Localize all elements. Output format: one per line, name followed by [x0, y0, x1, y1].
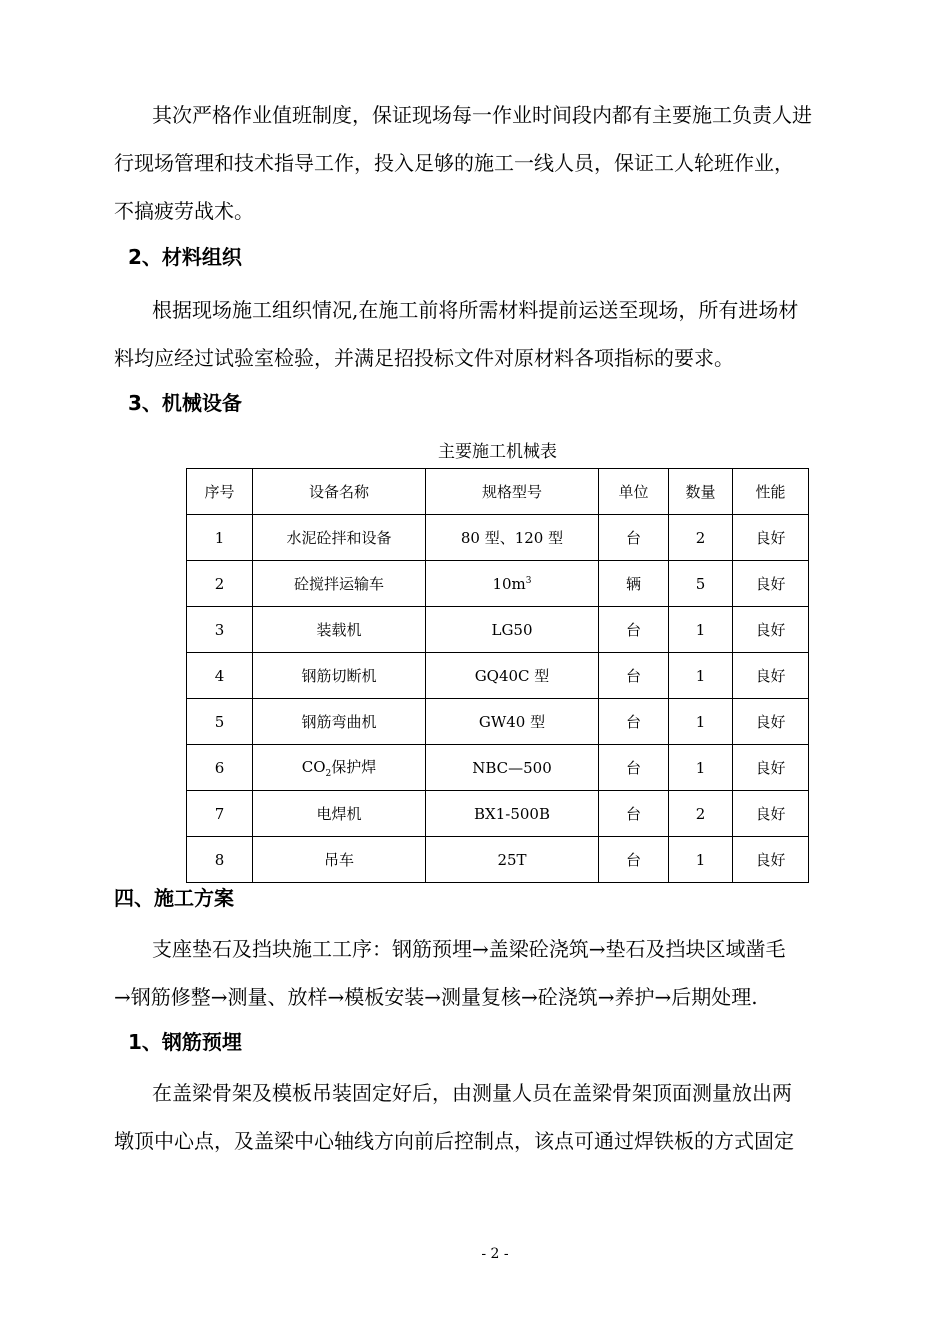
name-rest: 保护焊 — [331, 758, 377, 776]
cell-perf: 良好 — [733, 607, 809, 653]
cell-model — [426, 561, 599, 607]
paragraph-line: 行现场管理和技术指导工作，投入足够的施工一线人员，保证工人轮班作业， — [114, 151, 794, 175]
cell-qty: 1 — [669, 745, 733, 791]
cell-unit: 台 — [599, 699, 669, 745]
cell-model: GQ40C 型 — [426, 653, 599, 699]
cell-name: 吊车 — [253, 837, 426, 883]
cell-perf: 良好 — [733, 745, 809, 791]
cell-qty: 1 — [669, 607, 733, 653]
paragraph-line: 料均应经过试验室检验，并满足招投标文件对原材料各项指标的要求。 — [114, 346, 734, 370]
paragraph-materials — [114, 286, 884, 382]
header-model: 规格型号 — [426, 469, 599, 515]
heading-materials: 2、材料组织 — [128, 245, 242, 269]
table-row — [187, 561, 809, 607]
cell-unit: 台 — [599, 607, 669, 653]
name-subscript: 2 — [325, 769, 332, 779]
cell-model: BX1-500B — [426, 791, 599, 837]
cell-qty: 1 — [669, 653, 733, 699]
cell-model: LG50 — [426, 607, 599, 653]
table-row — [187, 699, 809, 745]
table-caption: 主要施工机械表 — [438, 442, 557, 462]
paragraph-procedure — [114, 925, 884, 1021]
cell-qty: 2 — [669, 515, 733, 561]
table-row — [187, 653, 809, 699]
heading-machinery: 3、机械设备 — [128, 391, 242, 415]
cell-no: 6 — [187, 745, 253, 791]
cell-unit: 辆 — [599, 561, 669, 607]
cell-model: 80 型、120 型 — [426, 515, 599, 561]
cell-model: GW40 型 — [426, 699, 599, 745]
table-row — [187, 837, 809, 883]
table-header-row — [187, 469, 809, 515]
paragraph-line: →钢筋修整→测量、放样→模板安装→测量复核→砼浇筑→养护→后期处理. — [114, 985, 758, 1009]
cell-qty: 5 — [669, 561, 733, 607]
cell-unit: 台 — [599, 515, 669, 561]
cell-unit: 台 — [599, 653, 669, 699]
table-row — [187, 515, 809, 561]
cell-unit: 台 — [599, 837, 669, 883]
cell-unit: 台 — [599, 745, 669, 791]
cell-name: 钢筋切断机 — [253, 653, 426, 699]
cell-name: 水泥砼拌和设备 — [253, 515, 426, 561]
heading-construction-plan: 四、施工方案 — [114, 886, 234, 910]
header-unit: 单位 — [599, 469, 669, 515]
heading-rebar: 1、钢筋预埋 — [128, 1030, 242, 1054]
cell-qty: 2 — [669, 791, 733, 837]
paragraph-line: 墩顶中心点，及盖梁中心轴线方向前后控制点，该点可通过焊铁板的方式固定 — [114, 1129, 794, 1153]
paragraph-line: 在盖梁骨架及模板吊装固定好后，由测量人员在盖梁骨架顶面测量放出两 — [152, 1081, 792, 1105]
paragraph-line: 支座垫石及挡块施工工序：钢筋预埋→盖梁砼浇筑→垫石及挡块区域凿毛 — [152, 937, 786, 961]
cell-name: 装载机 — [253, 607, 426, 653]
header-perf: 性能 — [733, 469, 809, 515]
paragraph-line: 根据现场施工组织情况,在施工前将所需材料提前运送至现场，所有进场材 — [152, 298, 799, 322]
cell-perf: 良好 — [733, 561, 809, 607]
cell-name — [253, 745, 426, 791]
page-number: - 2 - — [481, 1246, 509, 1262]
model-text: 10m — [492, 574, 526, 593]
table-row — [187, 607, 809, 653]
header-no: 序号 — [187, 469, 253, 515]
cell-perf: 良好 — [733, 837, 809, 883]
cell-perf: 良好 — [733, 791, 809, 837]
cell-no: 1 — [187, 515, 253, 561]
cell-model: 25T — [426, 837, 599, 883]
table-row — [187, 791, 809, 837]
cell-unit: 台 — [599, 791, 669, 837]
cell-name: 钢筋弯曲机 — [253, 699, 426, 745]
cell-no: 2 — [187, 561, 253, 607]
cell-no: 3 — [187, 607, 253, 653]
paragraph-shift-system — [114, 91, 884, 235]
cell-no: 8 — [187, 837, 253, 883]
cell-no: 7 — [187, 791, 253, 837]
cell-perf: 良好 — [733, 699, 809, 745]
cell-perf: 良好 — [733, 515, 809, 561]
cell-qty: 1 — [669, 699, 733, 745]
cell-name: 电焊机 — [253, 791, 426, 837]
cell-no: 5 — [187, 699, 253, 745]
paragraph-rebar — [114, 1069, 884, 1165]
header-qty: 数量 — [669, 469, 733, 515]
equipment-table — [186, 468, 809, 883]
model-superscript: 3 — [525, 575, 532, 586]
header-name: 设备名称 — [253, 469, 426, 515]
name-text: CO — [301, 758, 326, 776]
cell-no: 4 — [187, 653, 253, 699]
cell-qty: 1 — [669, 837, 733, 883]
table-row — [187, 745, 809, 791]
cell-perf: 良好 — [733, 653, 809, 699]
paragraph-line: 不搞疲劳战术。 — [114, 199, 254, 223]
paragraph-line: 其次严格作业值班制度，保证现场每一作业时间段内都有主要施工负责人进 — [152, 103, 812, 127]
cell-name: 砼搅拌运输车 — [253, 561, 426, 607]
cell-model: NBC—500 — [426, 745, 599, 791]
